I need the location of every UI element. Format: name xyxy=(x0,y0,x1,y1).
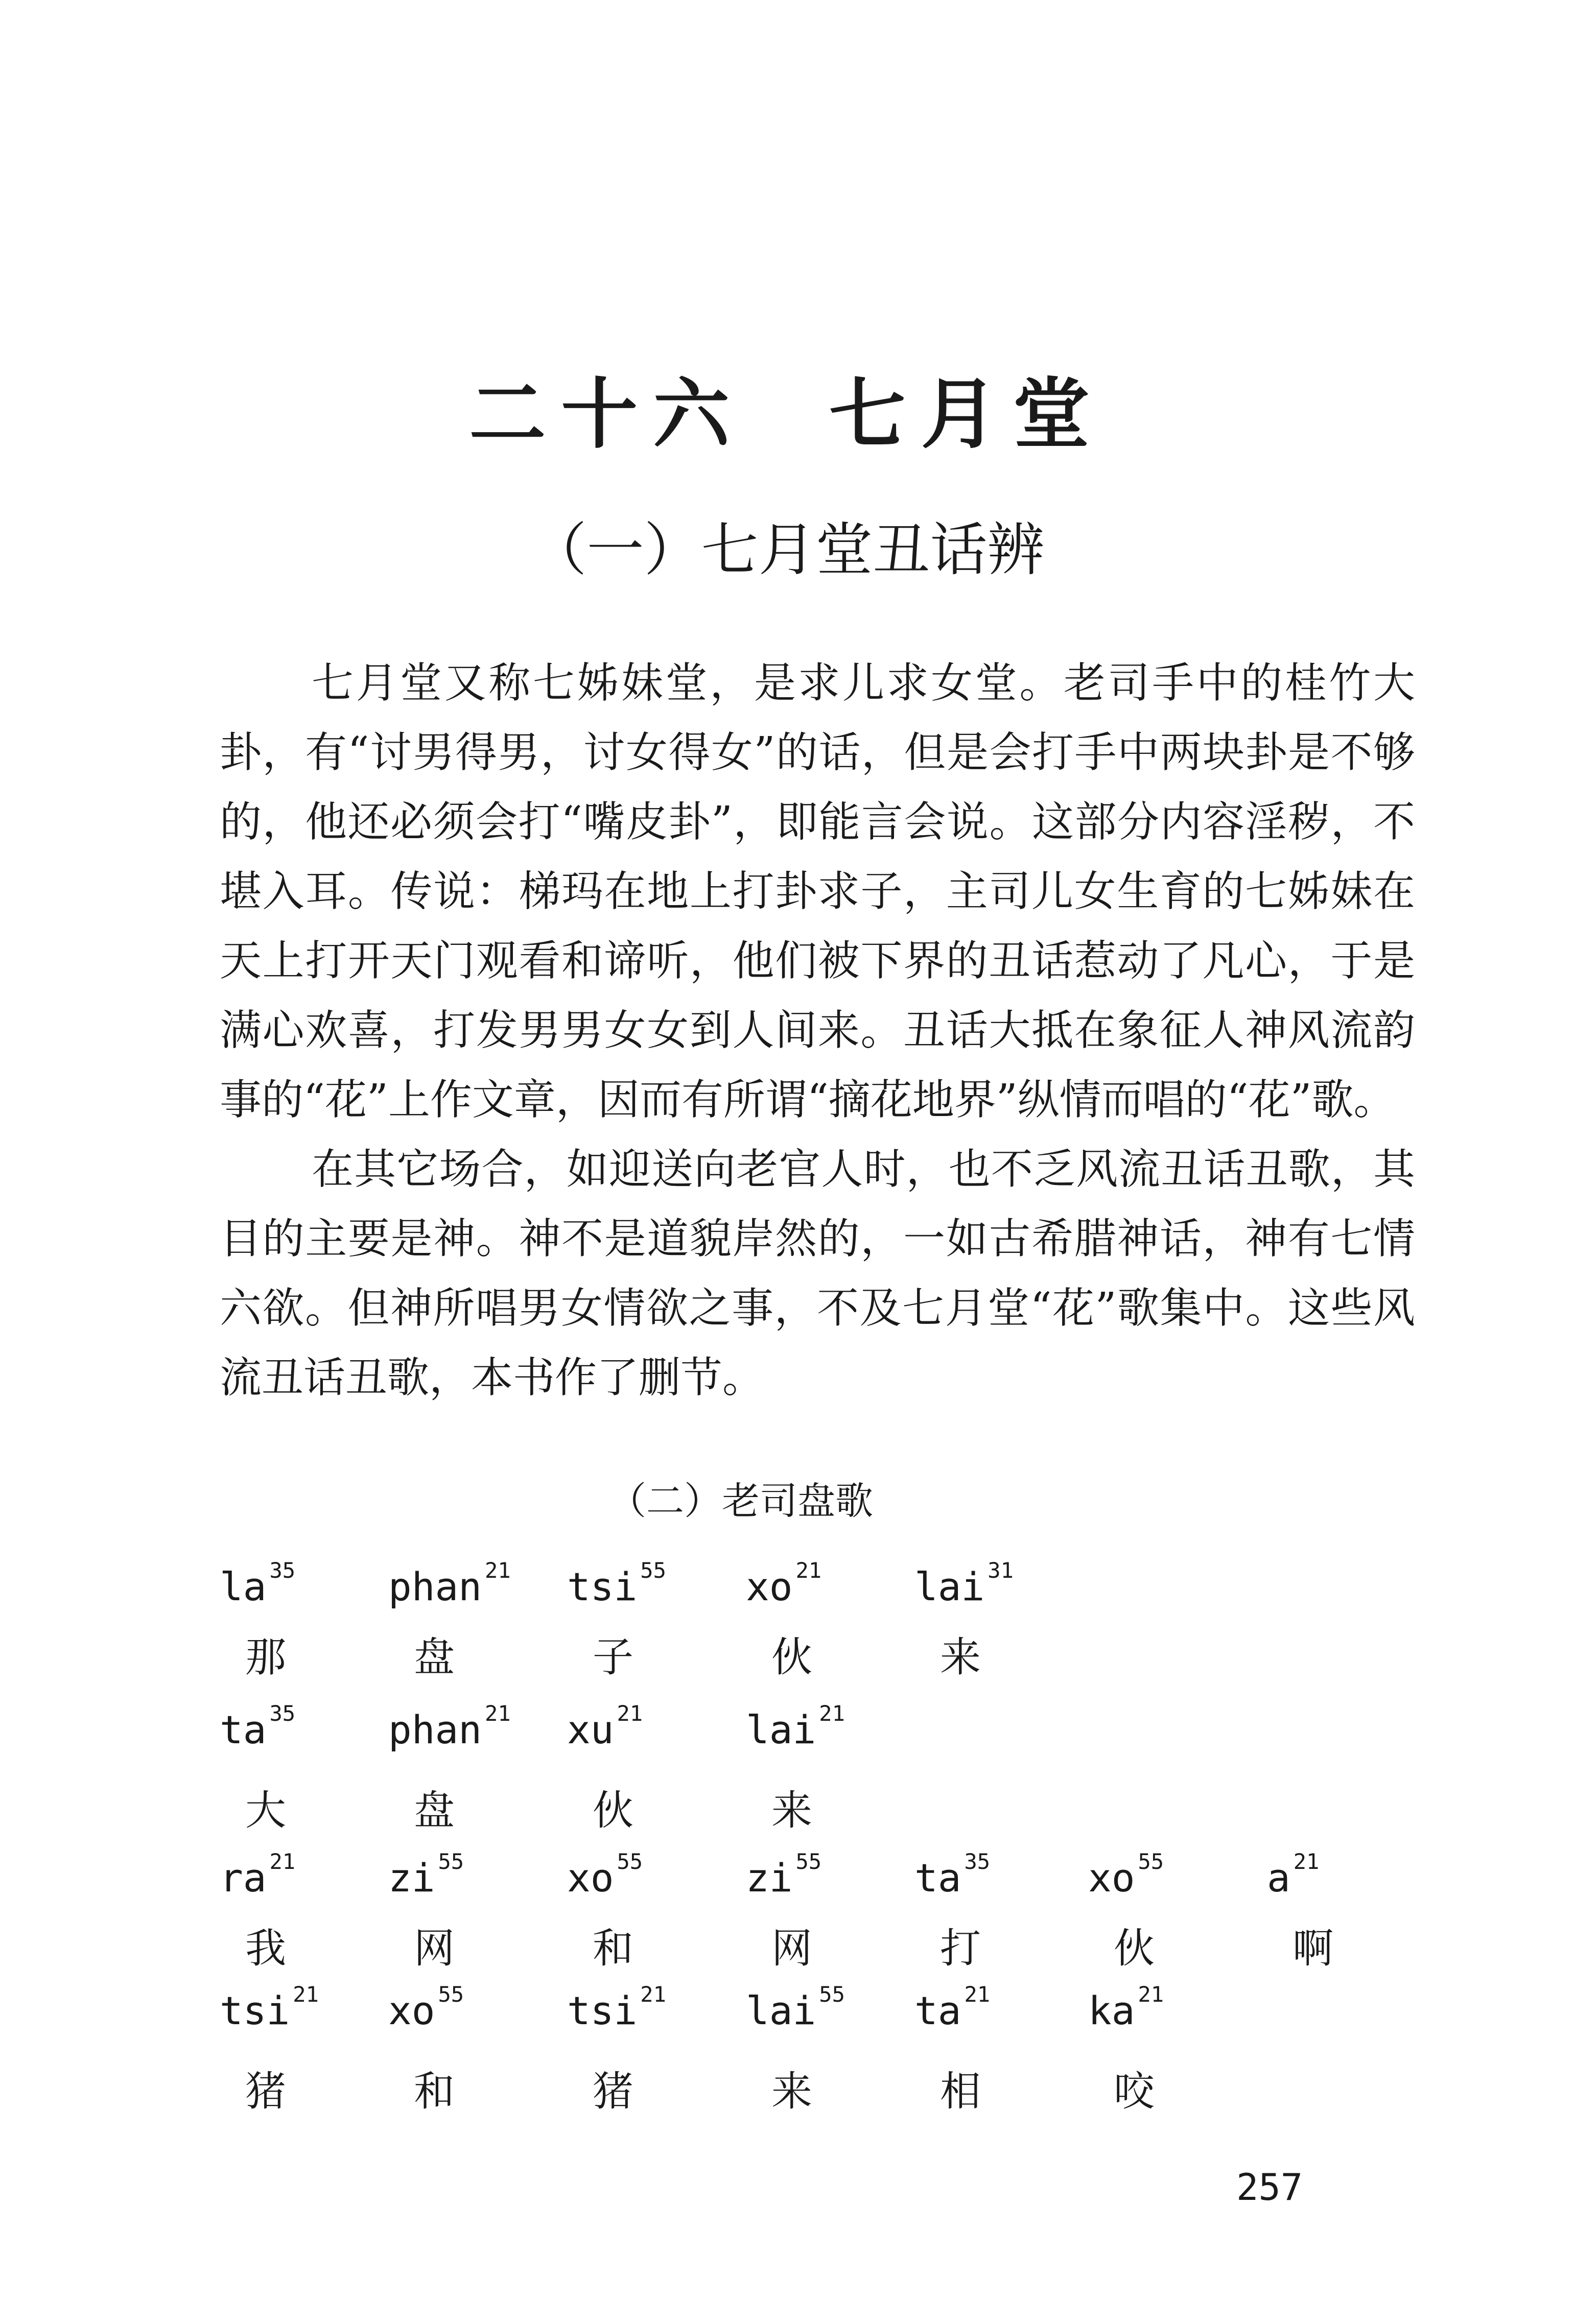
romanization-line xyxy=(0,1558,1574,1614)
syllable-text: phan xyxy=(388,1707,482,1752)
romanized-syllable xyxy=(1088,1982,1164,2033)
tone-number: 21 xyxy=(617,1701,643,1726)
gloss-character: 网 xyxy=(414,1925,455,1972)
gloss-character: 网 xyxy=(771,1925,812,1972)
romanized-syllable xyxy=(220,1558,295,1609)
romanized-syllable xyxy=(567,1849,643,1901)
tone-number: 21 xyxy=(485,1701,511,1726)
tone-number: 55 xyxy=(795,1849,822,1874)
chinese-gloss-line xyxy=(0,2058,1574,2115)
tone-number: 21 xyxy=(1293,1849,1320,1874)
syllable-text: xo xyxy=(388,1988,435,2033)
romanized-syllable xyxy=(567,1982,666,2033)
gloss-character: 来 xyxy=(771,2068,812,2115)
gloss-character: 打 xyxy=(940,1925,981,1972)
gloss-character: 大 xyxy=(245,1787,286,1834)
syllable-text: phan xyxy=(388,1564,482,1609)
romanized-syllable xyxy=(746,1558,821,1609)
tone-number: 55 xyxy=(438,1849,464,1874)
gloss-character: 那 xyxy=(245,1633,286,1681)
romanized-syllable xyxy=(746,1849,821,1901)
tone-number: 35 xyxy=(269,1558,296,1583)
syllable-text: ta xyxy=(220,1707,267,1752)
romanized-syllable xyxy=(746,1701,845,1752)
gloss-character: 猪 xyxy=(245,2068,286,2115)
sub-title: （二）老司盘歌 xyxy=(608,1479,873,1523)
syllable-text: ka xyxy=(1088,1988,1135,2033)
romanization-line xyxy=(0,1849,1574,1905)
syllable-text: la xyxy=(220,1564,267,1609)
tone-number: 55 xyxy=(1138,1849,1164,1874)
gloss-character: 盘 xyxy=(414,1787,455,1834)
romanized-syllable xyxy=(1088,1849,1164,1901)
romanized-syllable xyxy=(220,1982,319,2033)
romanized-syllable xyxy=(914,1558,1014,1609)
gloss-character: 啊 xyxy=(1293,1925,1333,1972)
syllable-text: ra xyxy=(220,1855,267,1901)
paragraph-1: 七月堂又称七姊妹堂，是求儿求女堂。老司手中的桂竹大卦，有“讨男得男，讨女得女”的话，但是会打手中两块卦是不够的，他还必须会打“嘴皮卦”，即能言会说。这部分内容淫秽，不堪入耳。传说：梯玛在地上打卦求子，主司儿女生育的七姊妹在天上打开天门观看和谛听，他们被下界的丑话惹动了凡心，于是满心欢喜，打发男男女女到人间来。丑话大抵在象征人神风流韵事的“花”上作文章，因而有所谓“摘花地界”纵情而唱的“花”歌。 xyxy=(220,659,1415,1124)
gloss-character: 相 xyxy=(940,2068,981,2115)
syllable-text: zi xyxy=(388,1855,435,1901)
tone-number: 21 xyxy=(964,1982,991,2007)
romanized-syllable xyxy=(388,1849,464,1901)
chinese-gloss-line xyxy=(0,1624,1574,1680)
section-title: （一）七月堂丑话辨 xyxy=(529,517,1045,583)
syllable-text: lai xyxy=(746,1988,816,2033)
gloss-character: 来 xyxy=(771,1787,812,1834)
gloss-character: 伙 xyxy=(1114,1925,1155,1972)
tone-number: 21 xyxy=(819,1701,845,1726)
tone-number: 55 xyxy=(819,1982,845,2007)
romanized-syllable xyxy=(746,1982,845,2033)
tone-number: 31 xyxy=(988,1558,1014,1583)
gloss-character: 我 xyxy=(245,1925,286,1972)
syllable-text: xo xyxy=(567,1855,614,1901)
body-text xyxy=(220,649,1415,1413)
romanized-syllable xyxy=(220,1701,295,1752)
gloss-character: 盘 xyxy=(414,1633,455,1681)
syllable-text: xu xyxy=(567,1707,614,1752)
romanized-syllable xyxy=(220,1849,295,1901)
tone-number: 21 xyxy=(640,1982,666,2007)
romanized-syllable xyxy=(914,1982,990,2033)
chapter-title: 二十六 七月堂 xyxy=(469,370,1105,459)
gloss-character: 伙 xyxy=(593,1787,633,1834)
syllable-text: a xyxy=(1267,1855,1290,1901)
tone-number: 21 xyxy=(485,1558,511,1583)
romanized-syllable xyxy=(388,1558,511,1609)
romanized-syllable xyxy=(914,1849,990,1901)
romanized-syllable xyxy=(388,1982,464,2033)
gloss-character: 子 xyxy=(593,1633,633,1681)
tone-number: 21 xyxy=(1138,1982,1164,2007)
syllable-text: xo xyxy=(746,1564,793,1609)
tone-number: 21 xyxy=(293,1982,319,2007)
paragraph-2: 在其它场合，如迎送向老官人时，也不乏风流丑话丑歌，其目的主要是神。神不是道貌岸然的，一如古希腊神话，神有七情六欲。但神所唱男女情欲之事，不及七月堂“花”歌集中。这些风流丑话丑歌，本书作了删节。 xyxy=(220,1145,1415,1402)
gloss-character: 猪 xyxy=(593,2068,633,2115)
romanized-syllable xyxy=(388,1701,511,1752)
tone-number: 35 xyxy=(269,1701,296,1726)
gloss-character: 和 xyxy=(593,1925,633,1972)
romanized-syllable xyxy=(567,1558,666,1609)
chinese-gloss-line xyxy=(0,1777,1574,1834)
syllable-text: zi xyxy=(746,1855,793,1901)
tone-number: 21 xyxy=(269,1849,296,1874)
syllable-text: lai xyxy=(746,1707,816,1752)
tone-number: 55 xyxy=(438,1982,464,2007)
syllable-text: tsi xyxy=(220,1988,290,2033)
page-number: 257 xyxy=(1236,2166,1303,2209)
syllable-text: ta xyxy=(914,1855,961,1901)
syllable-text: lai xyxy=(914,1564,985,1609)
syllable-text: tsi xyxy=(567,1988,638,2033)
syllable-text: xo xyxy=(1088,1855,1135,1901)
tone-number: 55 xyxy=(640,1558,666,1583)
romanized-syllable xyxy=(567,1701,643,1752)
chinese-gloss-line xyxy=(0,1915,1574,1972)
tone-number: 35 xyxy=(964,1849,991,1874)
tone-number: 55 xyxy=(617,1849,643,1874)
syllable-text: tsi xyxy=(567,1564,638,1609)
gloss-character: 伙 xyxy=(771,1633,812,1681)
gloss-character: 咬 xyxy=(1114,2068,1155,2115)
romanization-line xyxy=(0,1701,1574,1757)
gloss-character: 和 xyxy=(414,2068,455,2115)
gloss-character: 来 xyxy=(940,1633,981,1681)
tone-number: 21 xyxy=(795,1558,822,1583)
romanization-line xyxy=(0,1982,1574,2038)
romanized-syllable xyxy=(1267,1849,1319,1901)
syllable-text: ta xyxy=(914,1988,961,2033)
